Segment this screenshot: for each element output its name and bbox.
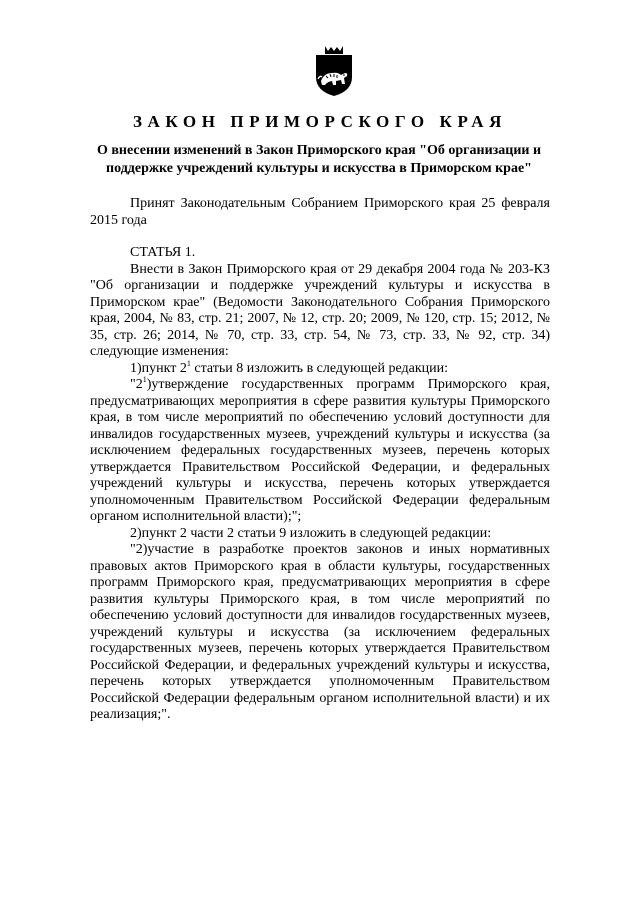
item-1-tail: статьи 8 изложить в следующей редакции: (190, 360, 449, 376)
article-heading: СТАТЬЯ 1. (130, 245, 196, 260)
coat-of-arms-icon (312, 45, 356, 97)
item-1-superscript: 1 (186, 358, 191, 368)
document-body (90, 196, 550, 724)
item-1-new-wording (90, 377, 550, 526)
item-1-lead: 1)пункт 2 (130, 360, 187, 376)
item-1-new-wording-body: )утверждение государственных программ Приморского края, предусматривающих мероприятия в сфере развития культуры Приморского края, в том числе мероприятий по обеспечению условий доступности для инвалидов государственных музеев, учреждений культуры и искусства (за исключением федеральных государственных музеев, перечень которых утверждается Правительством Российской Федерации, и федеральных учреждений культуры и искусства, перечень которых утверждается уполномоченным Правительством Российской Федерации федеральным органом исполнительной власти);"; (90, 377, 550, 524)
item-1-new-wording-superscript: 1 (142, 375, 147, 384)
adoption-line: Принят Законодательным Собранием Приморского края 25 февраля 2015 года (90, 196, 550, 228)
item-1-new-wording-lead: "2 (130, 377, 143, 392)
item-1 (90, 358, 550, 378)
item-2-new-wording: "2)участие в разработке проектов законов и иных нормативных правовых актов Приморского края в области культуры, государственных программ Приморского края, предусматривающих мероприятия в сфере развития культуры Приморского края, в том числе мероприятий по обеспечению условий доступности для инвалидов государственных музеев, учреждений культуры и искусства (за исключением федеральных государственных музеев, перечень которых утверждается Правительством Российской Федерации, и федеральных учреждений культуры и искусства, перечень которых утверждается уполномоченным Правительством Российской Федерации федеральным органом исполнительной власти) и их реализация;". (90, 542, 550, 722)
law-subtitle: О внесении изменений в Закон Приморского края "Об организации и поддержке учреждений культуры и искусства в Приморском крае" (96, 143, 542, 176)
item-2: 2)пункт 2 части 2 статьи 9 изложить в следующей редакции: (130, 525, 492, 541)
article-intro: Внести в Закон Приморского края от 29 декабря 2004 года № 203-КЗ "Об организации и поддержке учреждений культуры и искусства в Приморском крае" (Ведомости Законодательного Собрания Приморского края, 2004, № 83, стр. 21; 2007, № 12, стр. 20; 2009, № 120, стр. 15; 2012, № 35, стр. 26; 2014, № 70, стр. 33, стр. 54, № 73, стр. 33, № 92, стр. 34) следующие изменения: (90, 261, 550, 359)
law-title: ЗАКОН ПРИМОРСКОГО КРАЯ (132, 112, 508, 131)
